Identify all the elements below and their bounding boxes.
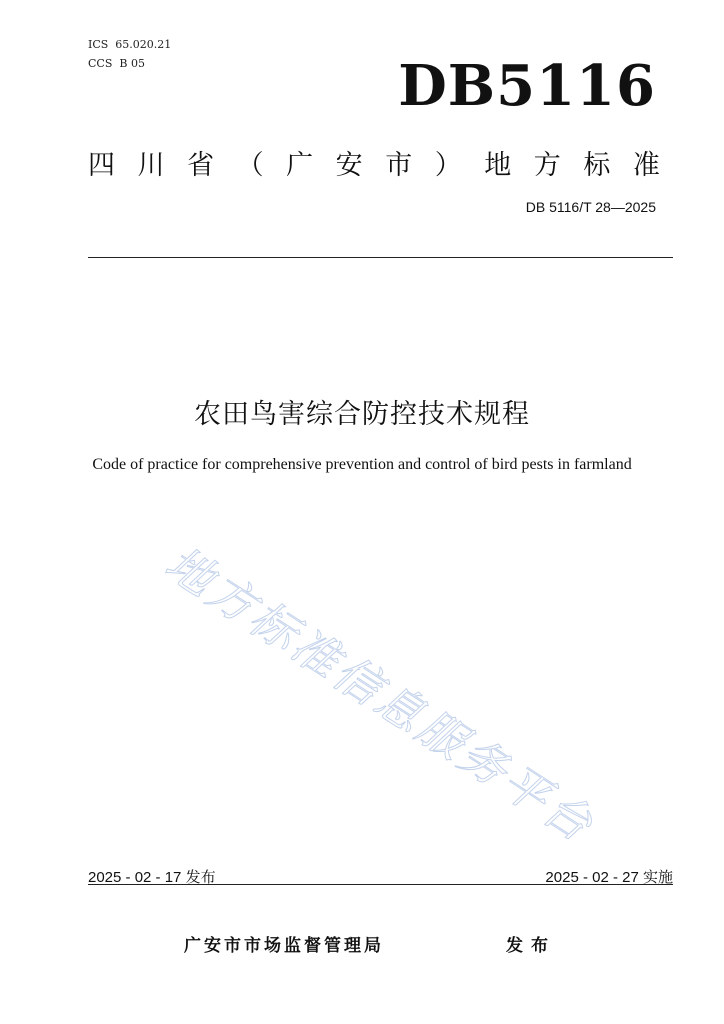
- standard-type-char: 安: [335, 150, 363, 181]
- standard-logo: DB5116: [398, 53, 656, 119]
- document-title-english: Code of practice for comprehensive prevention and control of bird pests in farmland: [92, 456, 632, 473]
- issuing-authority: 广安市市场监督管理局: [184, 936, 384, 956]
- standard-type-char: 标: [583, 150, 611, 181]
- standard-type-char: 四: [88, 150, 115, 181]
- standard-number: DB 5116/T 28—2025: [525, 199, 656, 215]
- standard-type-char: 广: [286, 150, 314, 181]
- implementation-date: 2025 - 02 - 27 实施: [545, 869, 673, 886]
- publish-label: 发布: [506, 936, 556, 956]
- standard-type-char: 省: [187, 150, 215, 181]
- issue-date: 2025 - 02 - 17 发布: [88, 869, 216, 886]
- header-divider: [88, 257, 673, 258]
- ics-code: ICS 65.020.21: [88, 38, 172, 51]
- standard-type-char: 川: [137, 150, 165, 181]
- document-title-chinese: 农田鸟害综合防控技术规程: [194, 399, 530, 430]
- standard-type-char: ）: [434, 150, 462, 181]
- standard-type-char: 方: [533, 150, 561, 181]
- standard-type-char: 市: [385, 150, 413, 181]
- ccs-code: CCS B 05: [88, 57, 145, 70]
- watermark: 地方标准信息服务平台: [155, 535, 605, 854]
- standard-type-char: 准: [632, 150, 660, 181]
- standard-type-heading: [88, 143, 660, 182]
- standard-type-char: 地: [484, 150, 512, 181]
- standard-type-char: （: [236, 150, 264, 181]
- footer-divider: [88, 884, 673, 885]
